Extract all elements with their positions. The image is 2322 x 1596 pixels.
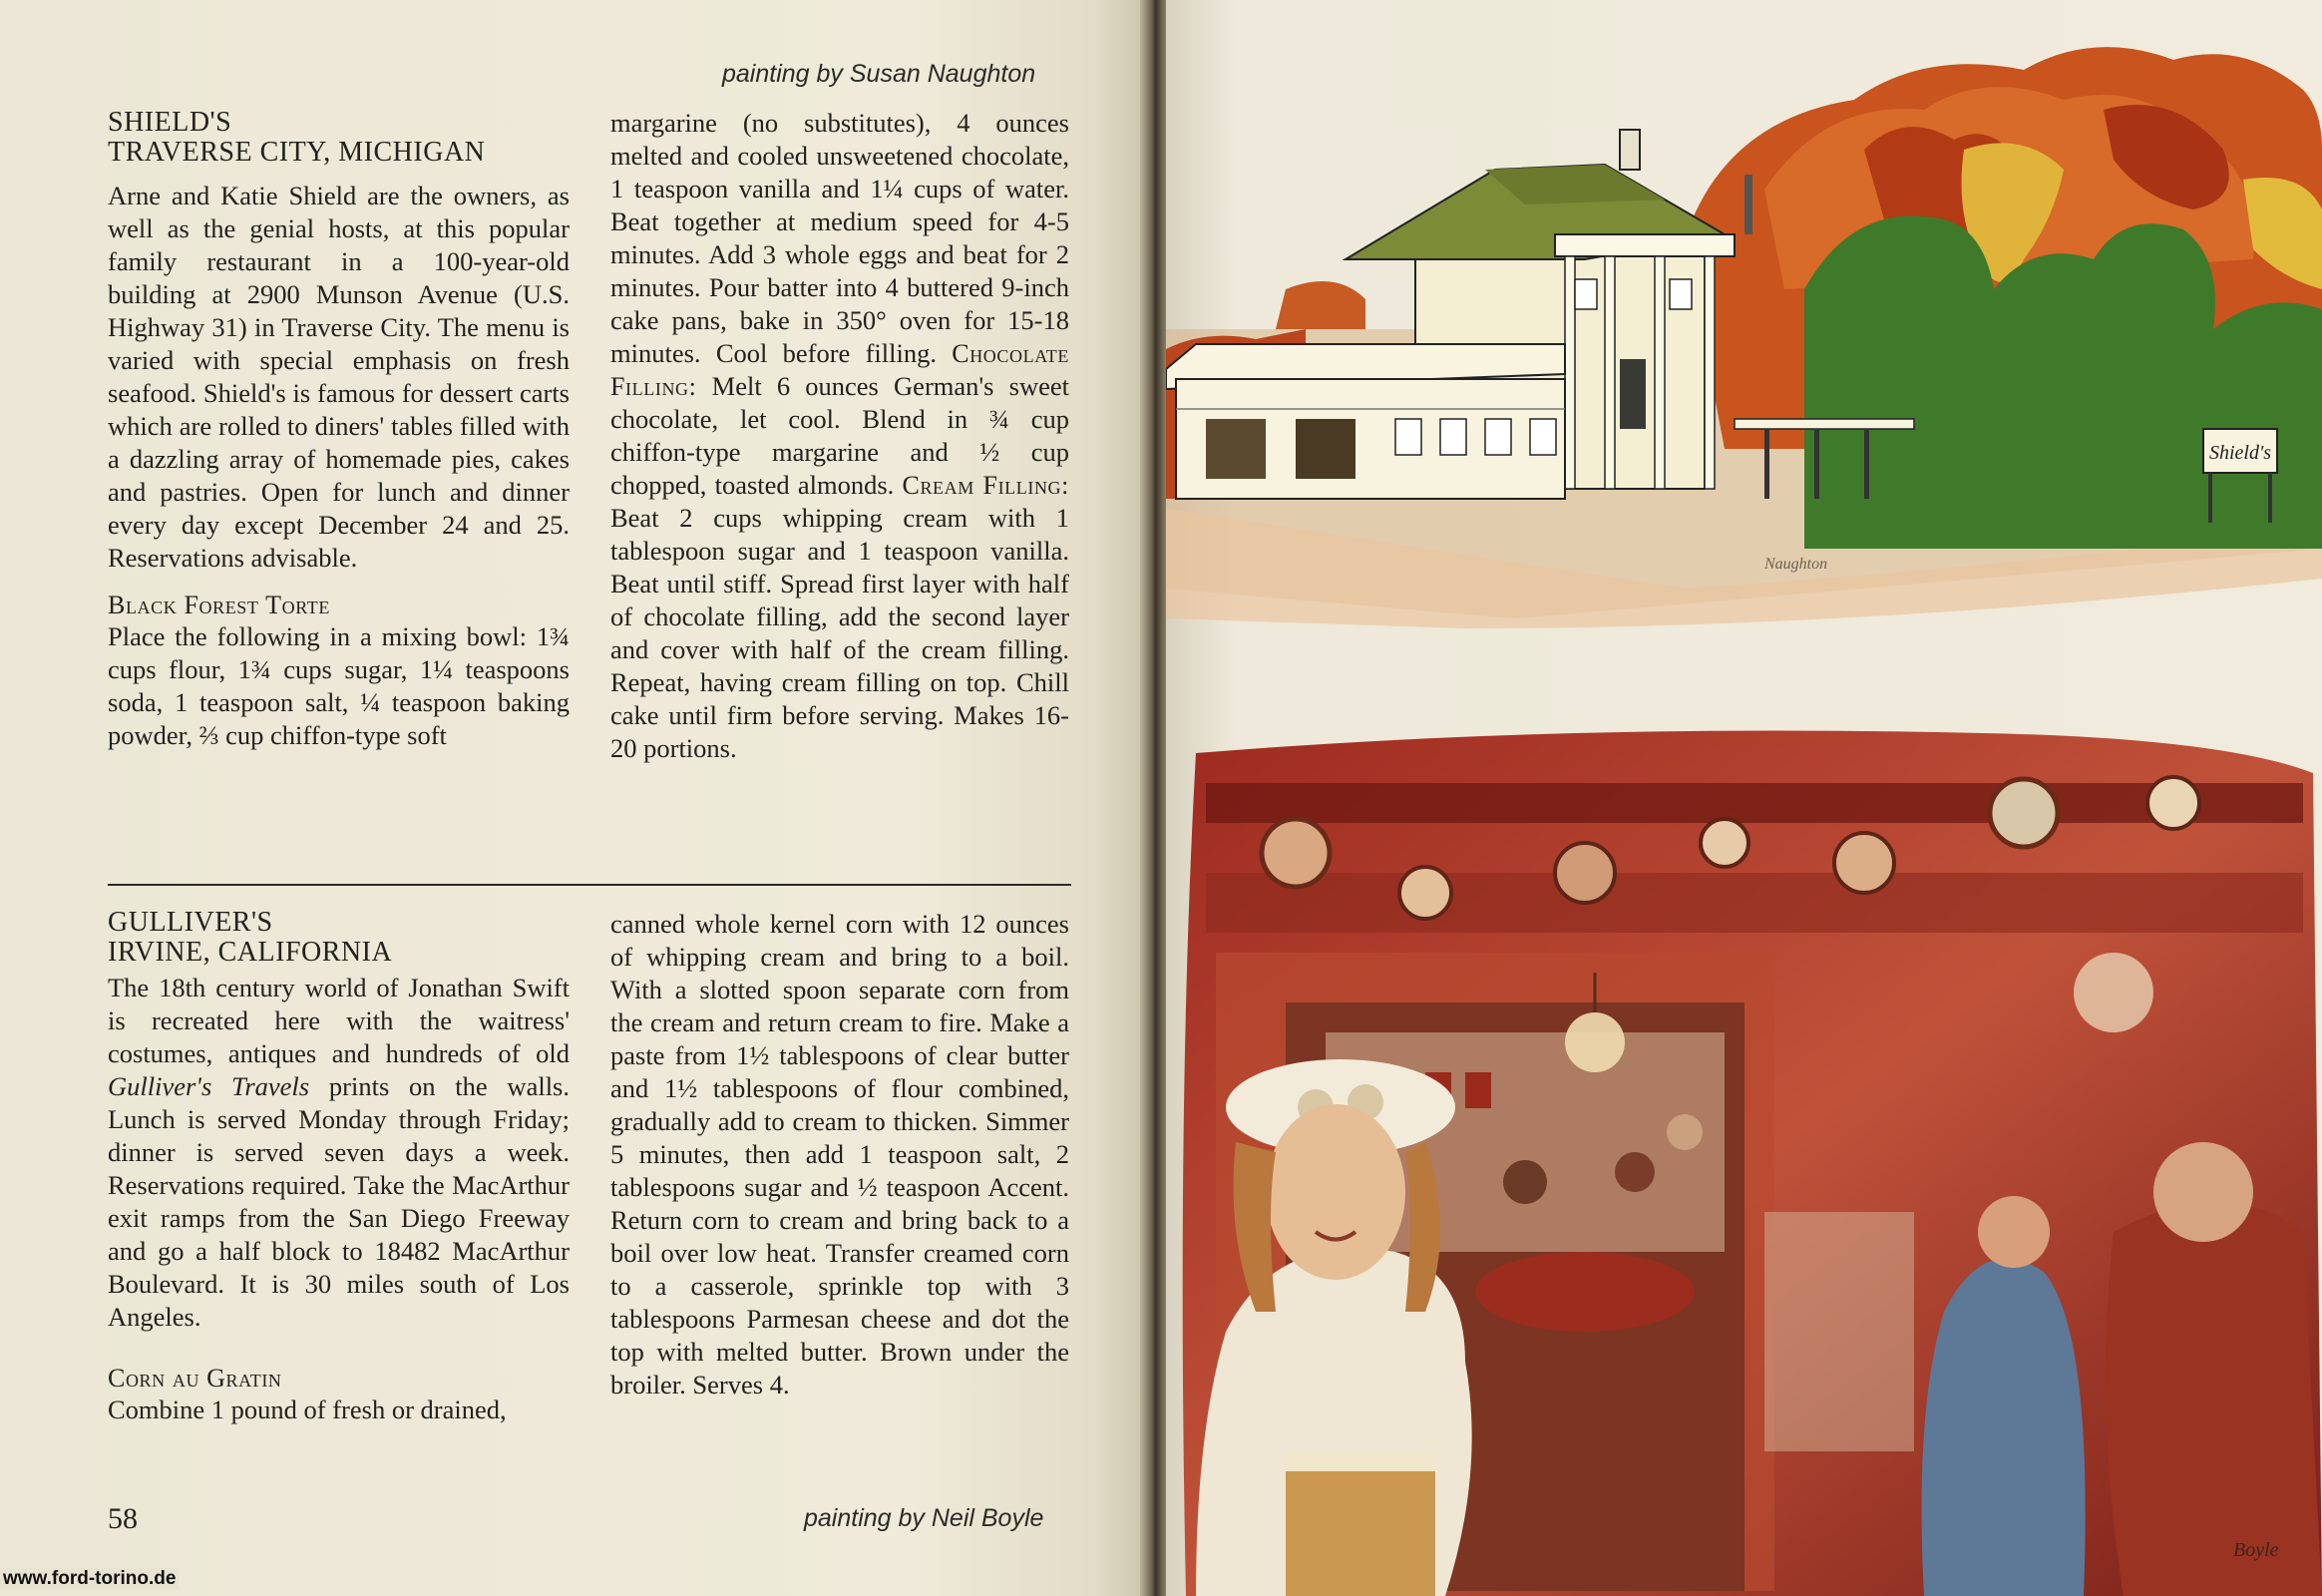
gullivers-location: IRVINE, CALIFORNIA bbox=[108, 937, 393, 968]
boyle-signature: Boyle bbox=[2233, 1539, 2279, 1561]
torte-recipe-part-2 bbox=[610, 107, 1069, 765]
black-forest-torte-title: Black Forest Torte bbox=[108, 591, 330, 619]
corn-recipe-part-1: Combine 1 pound of fresh or drained, bbox=[108, 1395, 507, 1424]
cream-filling-label: Cream Filling: bbox=[902, 471, 1069, 500]
top-painting-credit: painting by Susan Naughton bbox=[722, 60, 1036, 88]
corn-recipe-part-2: canned whole kernel corn with 12 ounces of whipping cream and bring to a boil. With a slotted spoon separate corn from the cream and return cream to fire. Make a paste from 1½ tablespoons of clear butter and 1½ tablespoons of flour combined, gradually add to cream to thicken. Simmer 5 minutes, then add 1 teaspoon salt, 2 tablespoons sugar and ½ teaspoon Accent. Return corn to cream and bring back to a boil over low heat. Transfer creamed corn to a casserole, sprinkle top with 3 tablespoons Parmesan cheese and dot the top with melted butter. Brown under the broiler. Serves 4. bbox=[610, 909, 1069, 1399]
gullivers-intro-part-2: prints on the walls. Lunch is served Monday through Friday; dinner is served seven days a week. Reservations required. Take the MacArthur exit ramps from the San Diego Freeway and go a half block to 18482 MacArthur Boulevard. It is 30 miles south of Los Angeles. bbox=[108, 1071, 570, 1332]
torte-recipe-part-1: Place the following in a mixing bowl: 1¾ cups flour, 1¾ cups sugar, 1¼ teaspoons soda, 1 teaspoon salt, ¼ teaspoon baking powder, ⅔ cup chiffon-type soft bbox=[108, 621, 570, 750]
gullivers-travels-title: Gulliver's Travels bbox=[108, 1071, 310, 1101]
gullivers-name: GULLIVER'S bbox=[108, 907, 273, 938]
page-number: 58 bbox=[108, 1502, 138, 1535]
section-divider bbox=[108, 884, 1071, 886]
gullivers-intro-part-1: The 18th century world of Jonathan Swift is recreated here with the waitress' costumes, antiques and hundreds of old bbox=[108, 973, 570, 1068]
torte-recipe-batter: margarine (no substitutes), 4 ounces melted and cooled unsweetened chocolate, 1 teaspoon vanilla and 1¼ cups of water. Beat together at medium speed for 4-5 minutes. Add 3 whole eggs and beat for 2 minutes. Pour batter into 4 buttered 9-inch cake pans, bake in 350° oven for 15-18 minutes. Cool before filling. bbox=[610, 108, 1069, 368]
gullivers-interior-painting bbox=[1166, 713, 2322, 1596]
shields-name: SHIELD'S bbox=[108, 107, 232, 138]
shields-column-2 bbox=[610, 107, 1069, 765]
gullivers-column-1 bbox=[108, 908, 570, 1426]
gullivers-column-2 bbox=[610, 908, 1069, 1401]
shields-sign-text: Shield's bbox=[2208, 442, 2272, 464]
shields-location: TRAVERSE CITY, MICHIGAN bbox=[108, 137, 486, 168]
corn-au-gratin-title: Corn au Gratin bbox=[108, 1364, 282, 1393]
naughton-signature: Naughton bbox=[1764, 556, 1828, 573]
bottom-painting-credit: painting by Neil Boyle bbox=[804, 1504, 1044, 1532]
chocolate-filling-label: Chocolate Filling: bbox=[610, 339, 1069, 401]
gullivers-intro bbox=[108, 972, 570, 1334]
shields-column-1 bbox=[108, 108, 570, 752]
site-watermark: www.ford-torino.de bbox=[0, 1568, 179, 1590]
page-gutter bbox=[1140, 0, 1166, 1596]
shields-building-painting bbox=[1166, 30, 2322, 628]
chocolate-filling-text: Melt 6 ounces German's sweet chocolate, let cool. Blend in ¾ cup chiffon-type margarine and ½ cup chopped, toasted almonds. bbox=[610, 371, 1069, 500]
shields-intro: Arne and Katie Shield are the owners, as well as the genial hosts, at this popular family restaurant in a 100-year-old building at 2900 Munson Avenue (U.S. Highway 31) in Traverse City. The menu is varied with special emphasis on fresh seafood. Shield's is famous for dessert carts which are rolled to diners' tables filled with a dazzling array of homemade pies, cakes and pastries. Open for lunch and dinner every day except December 24 and 25. Reservations advisable. bbox=[108, 181, 570, 573]
cream-filling-text: Beat 2 cups whipping cream with 1 tablespoon sugar and 1 teaspoon vanilla. Beat until stiff. Spread first layer with half of chocolate filling, add the second layer and cover with half of the cream filling. Repeat, having cream filling on top. Chill cake until firm before serving. Makes 16-20 portions. bbox=[610, 503, 1069, 763]
